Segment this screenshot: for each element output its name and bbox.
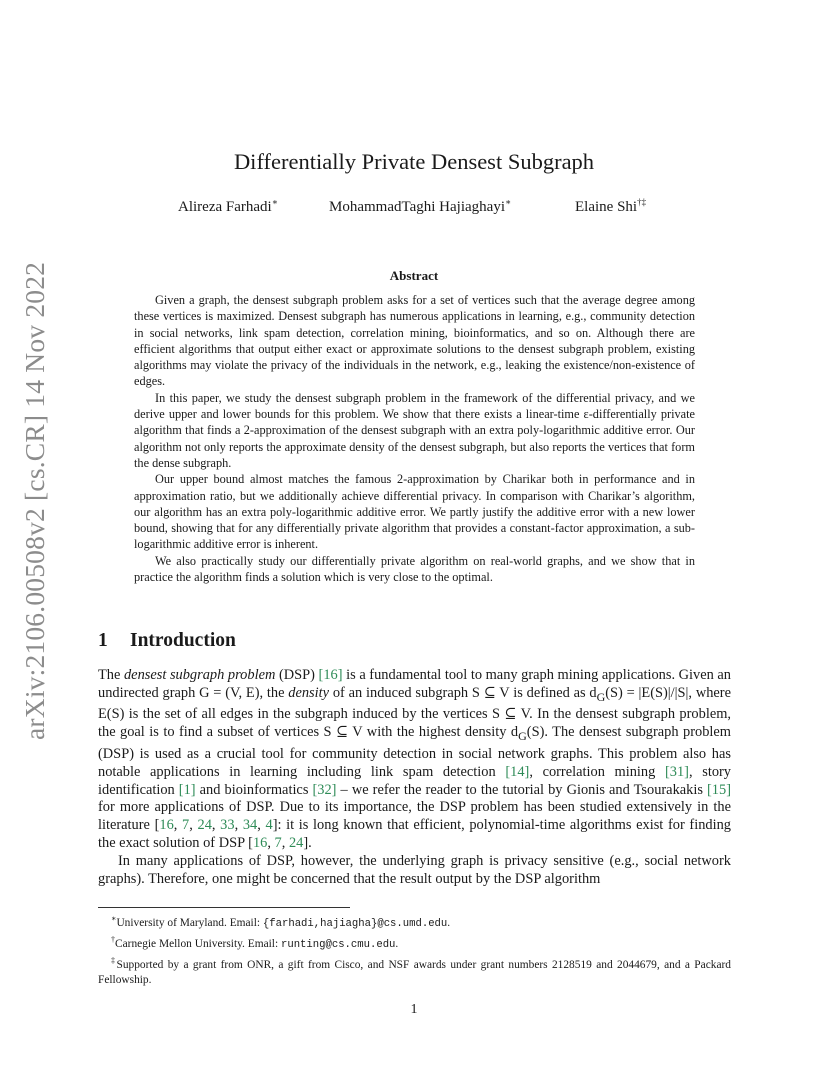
abstract-paragraph: Given a graph, the densest subgraph problem asks for a set of vertices such that the average degree among these vertices is maximized. Densest subgraph has numerous applications in learning, e.g., community detection in social networks, link spam detection, correlation mining, bioinformatics, and so on. Although there are efficient algorithms that output either exact or approximate solutions to the densest subgraph problem, existing algorithms may violate the privacy of the individuals in the network, e.g., leaking the existence/non-existence of edges. <box>134 293 695 389</box>
footnotes <box>98 911 731 989</box>
author-3: Elaine Shi†‡ <box>575 197 647 215</box>
email-address: runting@cs.cmu.edu <box>280 938 396 951</box>
citation-link[interactable]: 7 <box>182 817 190 834</box>
abstract-body <box>134 292 695 585</box>
section-heading <box>98 630 236 652</box>
citation-link[interactable]: 16 <box>252 834 268 851</box>
abstract-paragraph: Our upper bound almost matches the famous 2-approximation by Charikar both in performance and in approximation ratio, but we additionally achieve differential privacy. In comparison with Charikar’s algorithm, our algorithm has an extra poly-logarithmic additive error. We partly justify the additive error with a new lower bound, showing that for any differentially private algorithm that provides a constant-factor approximation, a sub-logarithmic additive error is inherent. <box>134 472 695 552</box>
abstract-paragraph: We also practically study our differentially private algorithm on real-world graphs, and we show that in practice the algorithm finds a solution which is very close to the optimal. <box>134 553 695 585</box>
email-address: {farhadi,hajiagha}@cs.umd.edu <box>262 917 448 930</box>
citation-link[interactable]: 4 <box>265 817 273 834</box>
citation-link[interactable]: [31] <box>664 763 689 780</box>
citation-link[interactable]: [15] <box>707 781 731 798</box>
section-number: 1 <box>98 630 108 651</box>
paper-title: Differentially Private Densest Subgraph <box>233 149 595 174</box>
citation-link[interactable]: 34 <box>242 817 258 834</box>
author-2: MohammadTaghi Hajiaghayi∗ <box>329 197 512 215</box>
footnote: ∗University of Maryland. Email: {farhadi,hajiagha}@cs.umd.edu. <box>111 914 451 930</box>
citation-link[interactable]: [16] <box>318 667 343 683</box>
intro-paragraph: In many applications of DSP, however, the underlying graph is privacy sensitive (e.g., social network graphs). Therefore, one might be concerned that the result output by the DSP algorithm <box>98 852 731 887</box>
footnote: †Carnegie Mellon University. Email: runting@cs.cmu.edu. <box>111 935 399 951</box>
citation-link[interactable]: [1] <box>178 781 196 798</box>
citation-link[interactable]: 33 <box>220 817 235 834</box>
intro-body <box>98 667 731 888</box>
intro-paragraph: The densest subgraph problem (DSP) [16] is a fundamental tool to many graph mining applications. Given an undirected graph G = (V, E), the density of an induced subgraph S ⊆ V is defined as $d_G(S) = |E(S)|/|S|$, where E(S) is the set of all edges in the subgraph induced by the vertices S ⊆ V. In the densest subgraph problem, the goal is to find a subset of vertices S ⊆ V with the highest density $d_G(S)$. The densest subgraph problem (DSP) is used as a crucial tool for community detection in social network graphs. This problem also has notable applications in learning including link spam detection [14], correlation mining [31], story identification [1] and bioinformatics [32] – we refer the reader to the tutorial by Gionis and Tsourakakis [15] for more applications of DSP. Due to its importance, the DSP problem has been studied extensively in the literature [16, 7, 24, 33, 34, 4]: it is long known that efficient, polynomial-time algorithms exist for finding the exact solution of DSP [16, 7, 24]. <box>98 667 732 851</box>
citation-link[interactable]: [32] <box>312 781 337 798</box>
page-number: 1 <box>410 1002 418 1017</box>
citation-link[interactable]: 24 <box>197 817 212 834</box>
section-title: Introduction <box>130 630 236 651</box>
citation-link[interactable]: 16 <box>159 817 174 834</box>
citation-link[interactable]: [14] <box>505 763 530 780</box>
footnote-divider <box>98 907 350 908</box>
citation-link[interactable]: 7 <box>274 834 282 851</box>
abstract-heading: Abstract <box>389 268 439 283</box>
footnote: ‡Supported by a grant from ONR, a gift from Cisco, and NSF awards under grant numbers 2128519 and 2044679, and a Packard Fellowship. <box>98 956 731 987</box>
arxiv-sidebar-stamp: arXiv:2106.00508v2 [cs.CR] 14 Nov 2022 <box>19 261 50 740</box>
author-1: Alireza Farhadi∗ <box>178 197 278 215</box>
abstract-paragraph: In this paper, we study the densest subgraph problem in the framework of the differential privacy, and we derive upper and lower bounds for this problem. We show that there exists a linear-time ε-differentially private algorithm that finds a 2-approximation of the densest subgraph with an extra poly-logarithmic additive error. Our algorithm not only reports the approximate density of the densest subgraph, but also reports the vertices that form the dense subgraph. <box>134 390 695 470</box>
citation-link[interactable]: 24 <box>288 834 304 851</box>
